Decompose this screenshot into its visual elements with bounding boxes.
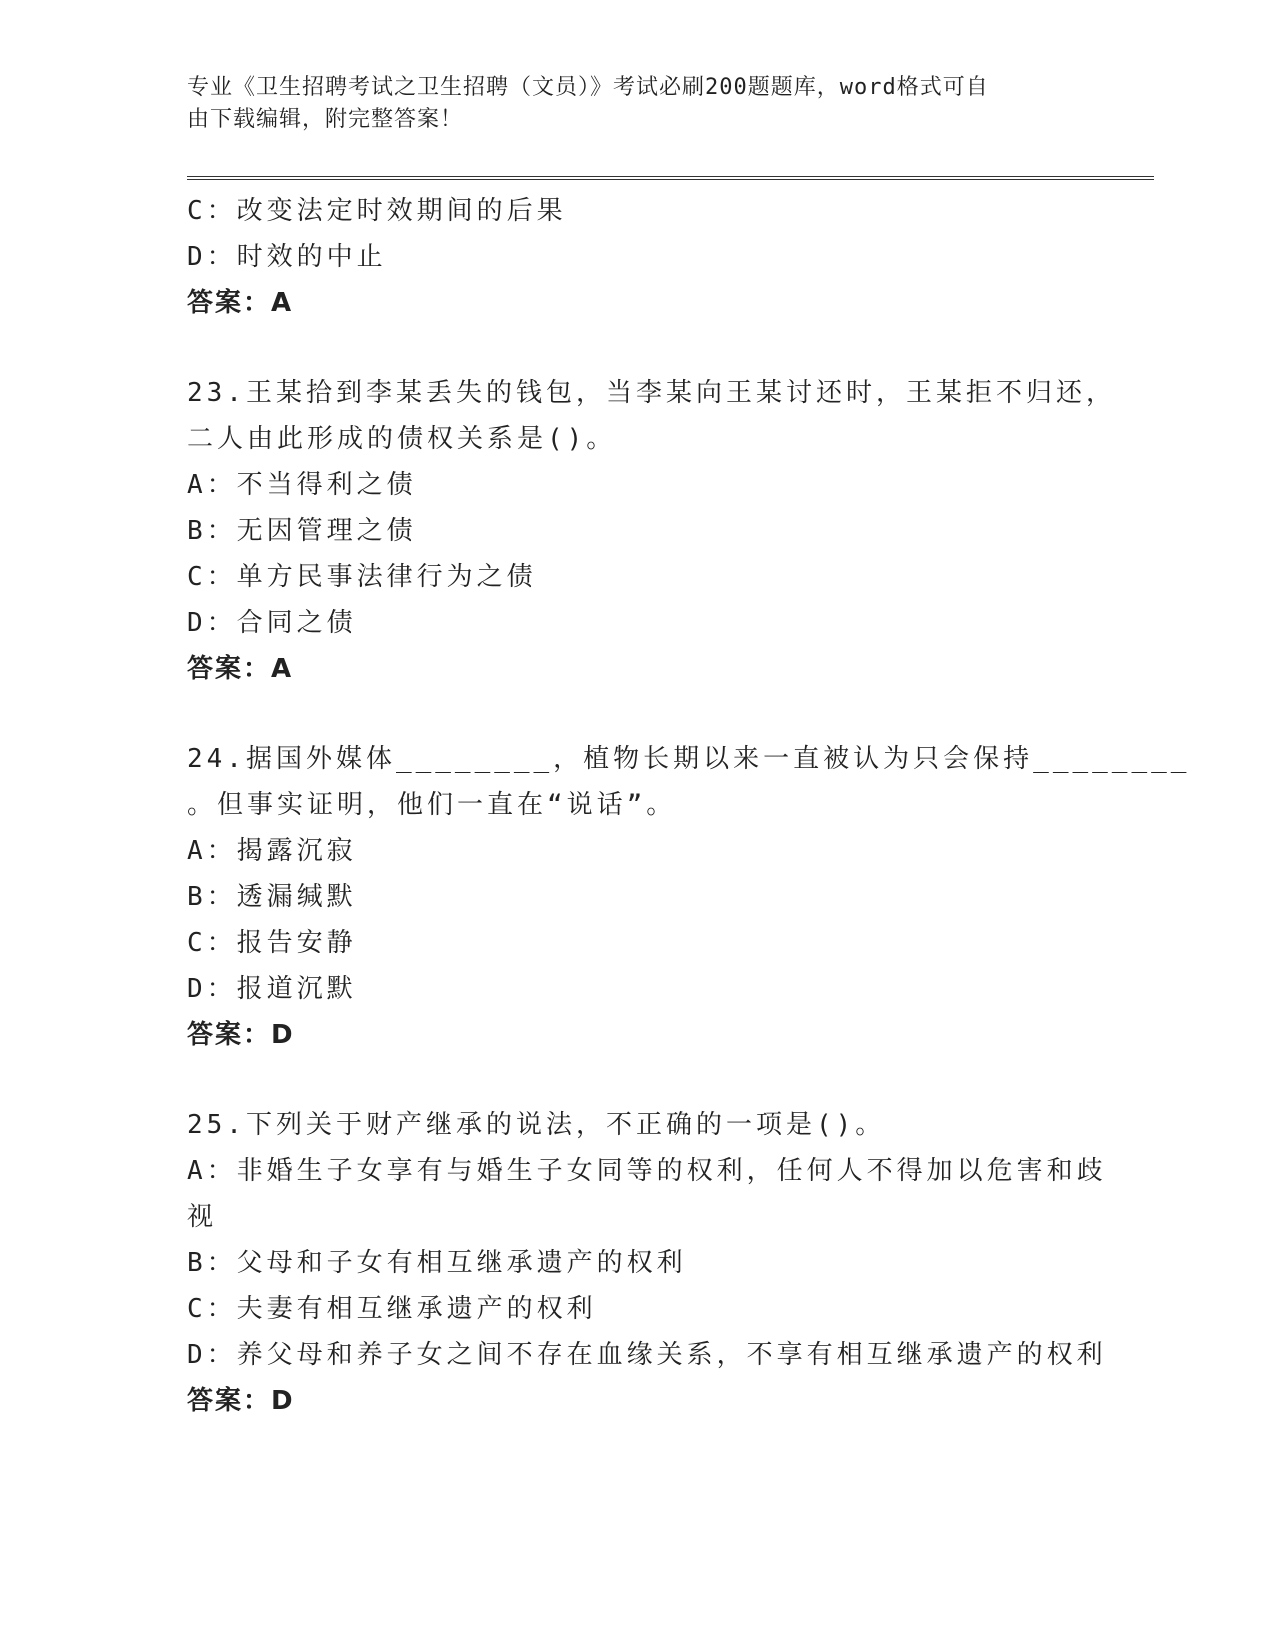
- option-b: B：无因管理之债: [187, 516, 417, 546]
- question-text-line-1: 23.王某拾到李某丢失的钱包，当李某向王某讨还时，王某拒不归还，: [187, 378, 1116, 408]
- option-a: A：不当得利之债: [187, 470, 417, 500]
- answer: 答案：A: [187, 288, 294, 318]
- option-c: C：报告安静: [187, 928, 357, 958]
- question-23: [187, 370, 1116, 692]
- option-d: D：养父母和养子女之间不存在血缘关系，不享有相互继承遗产的权利: [187, 1340, 1107, 1370]
- option-c: C：改变法定时效期间的后果: [187, 196, 567, 226]
- question-25: [187, 1102, 1107, 1424]
- answer: 答案：D: [187, 1386, 295, 1416]
- option-c: C：夫妻有相互继承遗产的权利: [187, 1294, 597, 1324]
- option-a: A：揭露沉寂: [187, 836, 357, 866]
- document-header: [187, 72, 1067, 136]
- question-24: [187, 736, 1191, 1058]
- question-content: [187, 188, 1191, 1424]
- option-a-line-2: 视: [187, 1202, 218, 1232]
- option-b: B：透漏缄默: [187, 882, 357, 912]
- option-d: D：时效的中止: [187, 242, 387, 272]
- question-text-line-1: 25.下列关于财产继承的说法，不正确的一项是()。: [187, 1110, 886, 1140]
- option-a-line-1: A：非婚生子女享有与婚生子女同等的权利，任何人不得加以危害和歧: [187, 1156, 1107, 1186]
- option-d: D：合同之债: [187, 608, 357, 638]
- header-line-2: 由下载编辑，附完整答案！: [187, 107, 464, 132]
- option-b: B：父母和子女有相互继承遗产的权利: [187, 1248, 687, 1278]
- answer: 答案：A: [187, 654, 294, 684]
- header-line-1: 专业《卫生招聘考试之卫生招聘（文员）》考试必刷200题题库，word格式可自: [187, 75, 989, 100]
- question-text-line-1: 24.据国外媒体________，植物长期以来一直被认为只会保持________: [187, 744, 1191, 774]
- option-d: D：报道沉默: [187, 974, 357, 1004]
- header-divider: [187, 176, 1154, 180]
- answer: 答案：D: [187, 1020, 295, 1050]
- previous-question-tail: [187, 188, 1087, 326]
- option-c: C：单方民事法律行为之债: [187, 562, 537, 592]
- question-text-line-2: 二人由此形成的债权关系是()。: [187, 424, 617, 454]
- question-text-line-2: 。但事实证明，他们一直在“说话”。: [187, 790, 677, 820]
